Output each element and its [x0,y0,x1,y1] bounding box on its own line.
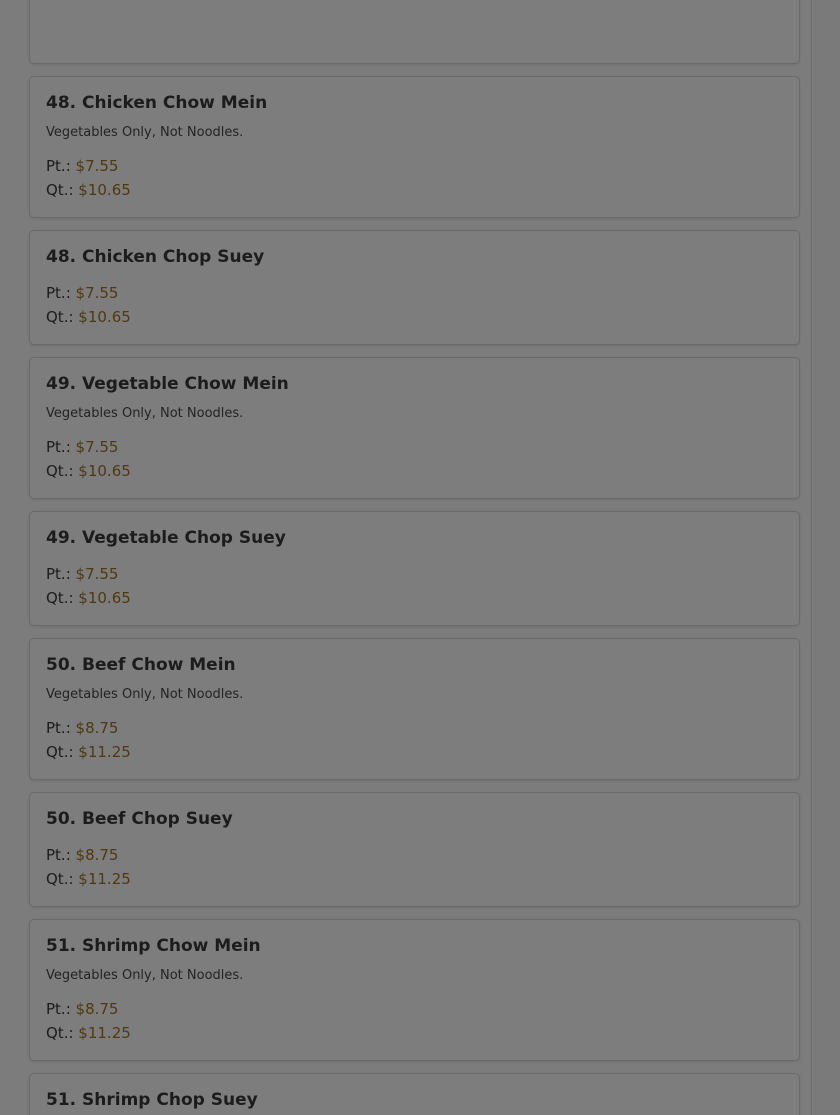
menu-item-card[interactable] [29,357,800,499]
quart-price: $10.65 [78,462,131,480]
menu-item-prices [46,843,783,891]
menu-item-card[interactable] [29,638,800,780]
menu-item-list [29,0,800,1115]
pint-price: $7.55 [75,565,119,583]
menu-item-title: 51. Shrimp Chow Mein [46,936,261,956]
menu-item-description: Vegetables Only, Not Noodles. [46,687,244,702]
quart-label: Qt.: [46,308,74,326]
pint-label: Pt.: [46,846,71,864]
menu-item-title: 49. Vegetable Chow Mein [46,374,289,394]
quart-price: $10.65 [78,181,131,199]
quart-label: Qt.: [46,743,74,761]
pint-price: $7.55 [75,284,119,302]
menu-item-card[interactable] [29,919,800,1061]
quart-price-line [46,459,783,483]
menu-item-card[interactable] [29,1073,800,1115]
pint-price-line [46,281,783,305]
quart-price-line [46,178,783,202]
quart-price-line [46,305,783,329]
quart-price-line [46,586,783,610]
quart-price: $11.25 [78,1024,131,1042]
quart-price: $10.65 [78,308,131,326]
menu-item-prices [46,997,783,1045]
pint-price: $7.55 [75,157,119,175]
pint-price: $8.75 [75,846,119,864]
menu-item-title: 50. Beef Chop Suey [46,809,233,829]
quart-price: $11.25 [78,743,131,761]
menu-item-prices [46,435,783,483]
pint-price-line [46,716,783,740]
menu-item-prices [46,281,783,329]
pint-label: Pt.: [46,284,71,302]
quart-label: Qt.: [46,870,74,888]
pint-label: Pt.: [46,438,71,456]
quart-price-line [46,740,783,764]
menu-item-title: 49. Vegetable Chop Suey [46,528,286,548]
pint-label: Pt.: [46,1000,71,1018]
quart-label: Qt.: [46,589,74,607]
quart-label: Qt.: [46,1024,74,1042]
pint-price-line [46,843,783,867]
menu-item-card[interactable] [29,0,800,64]
quart-price: $11.25 [78,870,131,888]
pint-label: Pt.: [46,565,71,583]
menu-item-description: Vegetables Only, Not Noodles. [46,968,244,983]
pint-price-line [46,997,783,1021]
menu-item-description: Vegetables Only, Not Noodles. [46,406,244,421]
pint-label: Pt.: [46,719,71,737]
menu-item-prices [46,154,783,202]
pint-price-line [46,562,783,586]
pint-label: Pt.: [46,157,71,175]
menu-item-card[interactable] [29,511,800,626]
menu-item-title: 48. Chicken Chow Mein [46,93,268,113]
menu-item-description: Vegetables Only, Not Noodles. [46,125,244,140]
pint-price: $8.75 [75,719,119,737]
page-scroll-rail[interactable] [811,0,840,1115]
menu-item-prices [46,716,783,764]
pint-price-line [46,154,783,178]
menu-item-prices [46,562,783,610]
quart-price: $10.65 [78,589,131,607]
menu-item-card[interactable] [29,792,800,907]
pint-price: $8.75 [75,1000,119,1018]
menu-item-title: 48. Chicken Chop Suey [46,247,265,267]
pint-price: $7.55 [75,438,119,456]
menu-item-card[interactable] [29,76,800,218]
menu-item-title: 51. Shrimp Chop Suey [46,1090,258,1110]
quart-price-line [46,1021,783,1045]
menu-item-card[interactable] [29,230,800,345]
quart-label: Qt.: [46,462,74,480]
pint-price-line [46,435,783,459]
quart-label: Qt.: [46,181,74,199]
menu-item-title: 50. Beef Chow Mein [46,655,236,675]
quart-price-line [46,867,783,891]
